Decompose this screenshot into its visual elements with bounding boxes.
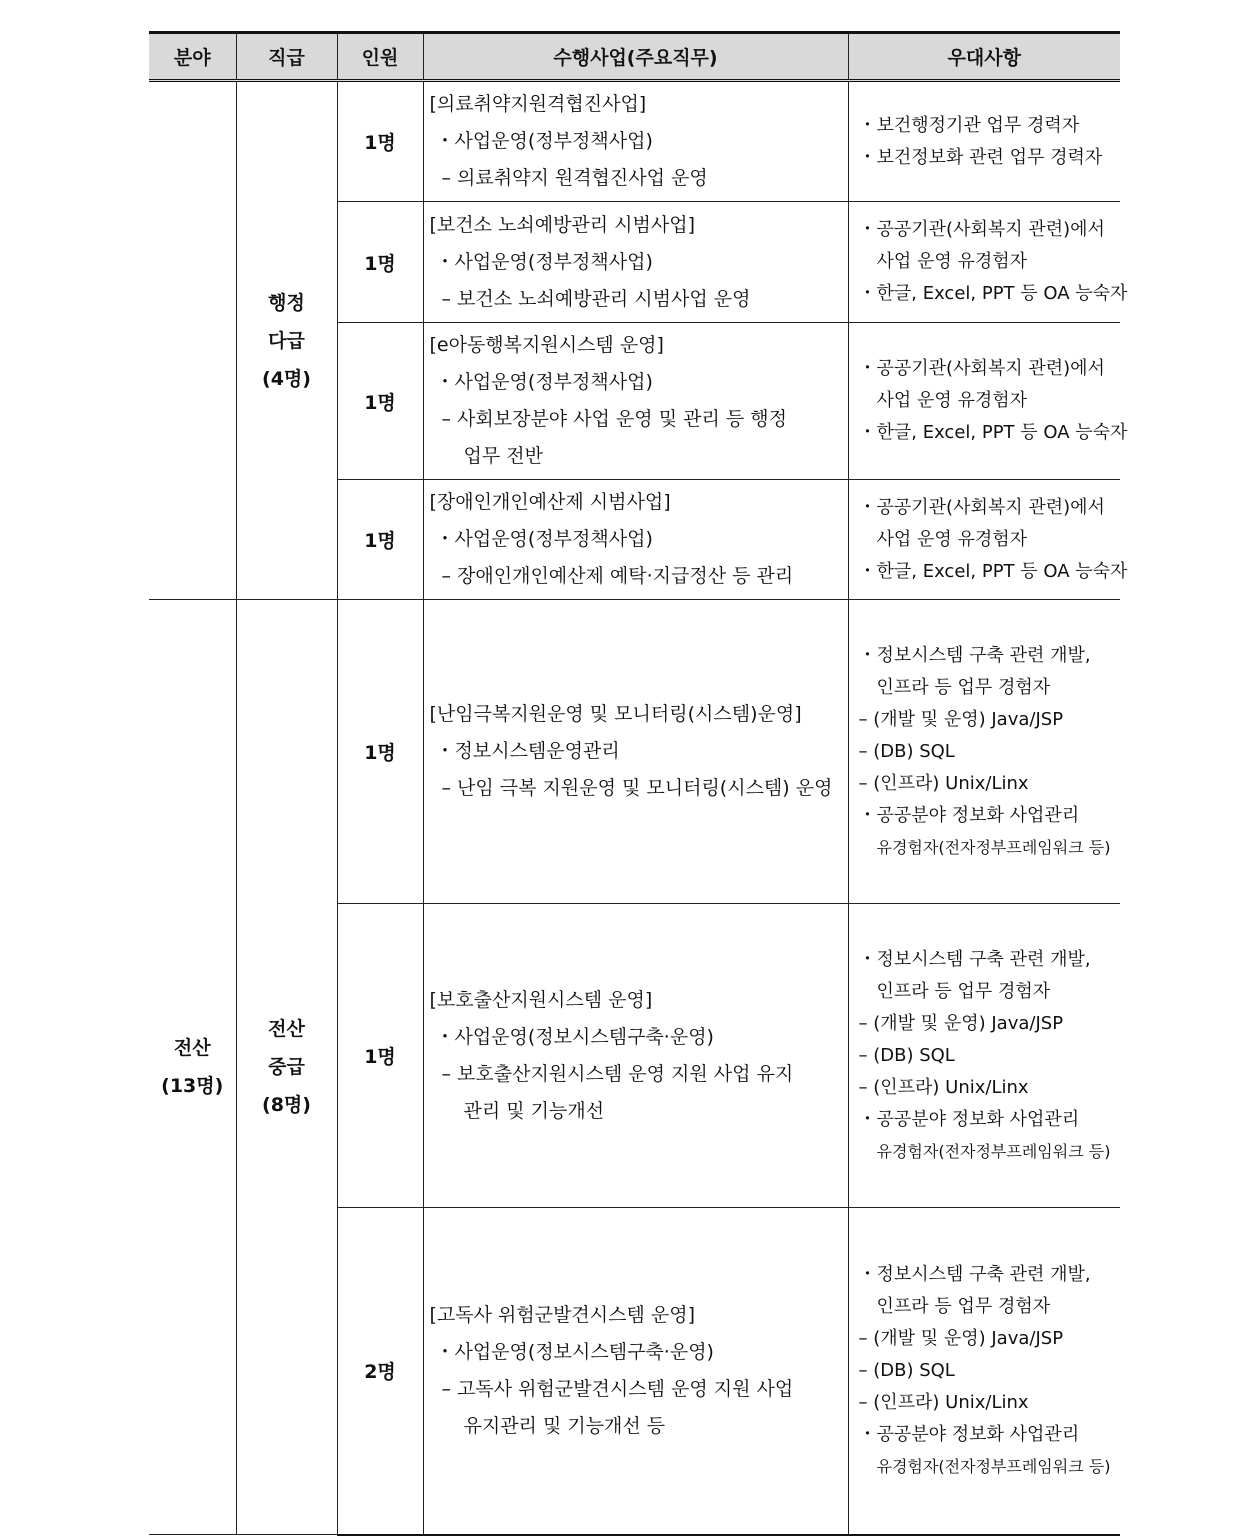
preference-item: ・공공분야 정보화 사업관리	[858, 1108, 1080, 1130]
task-detail: – 의료취약지 원격협진사업 운영	[441, 167, 708, 189]
preference-cell	[848, 81, 1120, 202]
preference-item: ・정보시스템 구축 관련 개발,	[858, 1263, 1091, 1285]
preference-item: 유경험자(전자정부프레임워크 등)	[876, 1141, 1111, 1161]
header-count: 인원	[337, 33, 423, 81]
task-detail: – 난임 극복 지원운영 및 모니터링(시스템) 운영	[441, 777, 833, 799]
count-cell: 1명	[337, 81, 423, 202]
grade-line: 전산	[268, 1018, 305, 1040]
task-title: [고독사 위험군발견시스템 운영]	[429, 1303, 696, 1326]
field-cell-it	[149, 600, 236, 1535]
preference-item: ・공공기관(사회복지 관련)에서	[858, 219, 1105, 240]
preference-item: 인프라 등 업무 경험자	[876, 980, 1051, 1002]
field-line: (13명)	[161, 1075, 224, 1097]
preference-item: 유경험자(전자정부프레임워크 등)	[876, 1456, 1111, 1476]
task-title: [보호출산지원시스템 운영]	[429, 988, 653, 1011]
task-cell	[423, 1208, 848, 1535]
header-row	[149, 33, 1120, 81]
count-cell: 2명	[337, 1208, 423, 1535]
grade-line: (8명)	[262, 1094, 311, 1116]
table-row	[149, 81, 1120, 202]
task-cell	[423, 81, 848, 202]
task-detail-cont: 관리 및 기능개선	[463, 1099, 605, 1122]
preference-item: ・한글, Excel, PPT 등 OA 능숙자	[858, 560, 1128, 582]
grade-cell-admin	[236, 81, 337, 600]
count-cell: 1명	[337, 600, 423, 904]
grade-line: 중급	[268, 1056, 305, 1078]
count-cell: 1명	[337, 904, 423, 1208]
preference-item: ・공공분야 정보화 사업관리	[858, 804, 1080, 826]
preference-cell	[848, 480, 1128, 600]
preference-item: – (DB) SQL	[858, 740, 955, 762]
preference-item: – (개발 및 운영) Java/JSP	[858, 708, 1064, 730]
grade-line: 행정	[268, 291, 305, 314]
grade-line: 다급	[268, 329, 305, 352]
preference-item: – (개발 및 운영) Java/JSP	[858, 1327, 1064, 1349]
header-task: 수행사업(주요직무)	[423, 33, 848, 81]
task-detail-cont: 업무 전반	[463, 445, 543, 467]
header-grade: 직급	[236, 33, 337, 81]
task-detail: – 보건소 노쇠예방관리 시범사업 운영	[441, 287, 751, 310]
preference-item: ・공공기관(사회복지 관련)에서	[858, 496, 1105, 518]
field-line: 전산	[173, 1037, 211, 1059]
task-title: [장애인개인예산제 시범사업]	[429, 491, 671, 513]
preference-item: 유경험자(전자정부프레임워크 등)	[876, 837, 1111, 857]
header-preference: 우대사항	[848, 33, 1120, 81]
task-bullet: ・사업운영(정부정책사업)	[435, 528, 653, 550]
task-bullet: ・사업운영(정부정책사업)	[435, 371, 653, 393]
task-cell	[423, 202, 848, 323]
preference-cell	[848, 600, 1120, 904]
table-row	[149, 600, 1120, 904]
task-cell	[423, 600, 848, 904]
task-bullet: ・정보시스템운영관리	[435, 740, 620, 762]
preference-cell	[848, 323, 1128, 480]
preference-cell	[848, 904, 1120, 1208]
task-detail: – 사회보장분야 사업 운영 및 관리 등 행정	[441, 408, 787, 430]
count-cell: 1명	[337, 480, 423, 600]
task-title: [보건소 노쇠예방관리 시범사업]	[429, 213, 696, 236]
task-cell	[423, 904, 848, 1208]
grade-cell-it	[236, 600, 337, 1535]
preference-cell	[848, 1208, 1120, 1535]
grade-line: (4명)	[262, 367, 311, 390]
field-cell-admin	[149, 81, 236, 600]
preference-item: ・공공기관(사회복지 관련)에서	[858, 358, 1105, 379]
task-cell	[423, 323, 848, 480]
preference-item: – (개발 및 운영) Java/JSP	[858, 1012, 1064, 1034]
preference-item: ・정보시스템 구축 관련 개발,	[858, 948, 1091, 970]
task-detail: – 고독사 위험군발견시스템 운영 지원 사업	[441, 1377, 794, 1400]
count-cell: 1명	[337, 202, 423, 323]
count-cell: 1명	[337, 323, 423, 480]
preference-item: ・보건행정기관 업무 경력자	[858, 114, 1080, 136]
preference-cell	[848, 202, 1128, 323]
preference-item: – (DB) SQL	[858, 1359, 955, 1381]
task-title: [난임극복지원운영 및 모니터링(시스템)운영]	[429, 703, 802, 725]
preference-item: – (인프라) Unix/Linx	[858, 772, 1029, 794]
task-detail: – 장애인개인예산제 예탁·지급정산 등 관리	[441, 565, 794, 587]
task-detail-cont: 유지관리 및 기능개선 등	[463, 1414, 666, 1437]
task-title: [의료취약지원격협진사업]	[429, 93, 647, 115]
preference-item: ・정보시스템 구축 관련 개발,	[858, 644, 1091, 666]
preference-item: 인프라 등 업무 경험자	[876, 1295, 1051, 1317]
header-field: 분야	[149, 33, 236, 81]
preference-item: 사업 운영 유경험자	[876, 528, 1028, 550]
preference-item: ・한글, Excel, PPT 등 OA 능숙자	[858, 422, 1128, 443]
preference-item: 인프라 등 업무 경험자	[876, 676, 1051, 698]
task-bullet: ・사업운영(정부정책사업)	[435, 250, 653, 273]
recruitment-table	[149, 31, 1128, 1536]
preference-item: ・공공분야 정보화 사업관리	[858, 1423, 1080, 1445]
task-bullet: ・사업운영(정보시스템구축·운영)	[435, 1340, 714, 1363]
preference-item: – (DB) SQL	[858, 1044, 955, 1066]
preference-item: ・보건정보화 관련 업무 경력자	[858, 146, 1103, 168]
task-title: [e아동행복지원시스템 운영]	[429, 334, 664, 356]
task-bullet: ・사업운영(정부정책사업)	[435, 130, 653, 152]
preference-item: – (인프라) Unix/Linx	[858, 1076, 1029, 1098]
preference-item: 사업 운영 유경험자	[876, 251, 1028, 272]
task-detail: – 보호출산지원시스템 운영 지원 사업 유지	[441, 1062, 794, 1085]
task-bullet: ・사업운영(정보시스템구축·운영)	[435, 1025, 714, 1048]
preference-item: – (인프라) Unix/Linx	[858, 1391, 1029, 1413]
task-cell	[423, 480, 848, 600]
preference-item: ・한글, Excel, PPT 등 OA 능숙자	[858, 283, 1128, 304]
preference-item: 사업 운영 유경험자	[876, 390, 1028, 411]
